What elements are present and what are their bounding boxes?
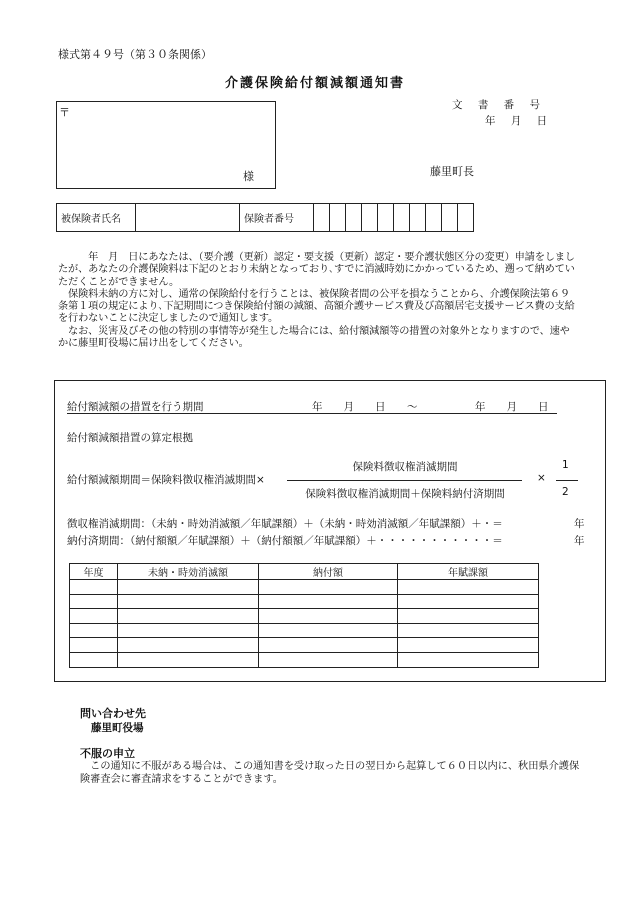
year-unit: 年 (574, 535, 585, 547)
reduction-period-label: 給付額減額の措置を行う期間 (67, 401, 204, 413)
insurer-number-digit (330, 204, 346, 232)
table-cell (70, 638, 118, 653)
insurer-number-digit (442, 204, 458, 232)
insurer-number-digit (410, 204, 426, 232)
insured-info-table (56, 203, 474, 232)
insured-name-field (136, 204, 240, 232)
table-cell (118, 638, 259, 653)
table-cell (70, 623, 118, 638)
table-cell (259, 652, 398, 667)
table-row (70, 609, 539, 624)
table-cell (398, 594, 539, 609)
paid-period-equation: 納付済期間：（納付額額／年賦課額）＋（納付額額／年賦課額）＋・・・・・・・・・・・＝ (67, 535, 503, 547)
insurer-number-digit (362, 204, 378, 232)
insurer-number-digit (378, 204, 394, 232)
table-cell (118, 594, 259, 609)
insurer-number-digit (314, 204, 330, 232)
year-unit: 年 (574, 518, 585, 530)
half-denominator: 2 (562, 486, 569, 498)
period-start-date: 年 月 日 (312, 401, 386, 413)
objection-text: この通知に不服がある場合は、この通知書を受け取った日の翌日から起算して６０日以内に、秋田県介護保険審査会に審査請求をすることができます。 (80, 761, 580, 785)
column-header: 年賦課額 (398, 564, 539, 580)
sender-name: 藤里町長 (430, 165, 474, 178)
column-header: 年度 (70, 564, 118, 580)
period-end-date: 年 月 日 (475, 401, 549, 413)
column-header: 未納・時効消滅額 (118, 564, 259, 580)
period-tilde: ～ (407, 401, 418, 413)
half-fraction-line (556, 480, 578, 481)
table-cell (70, 594, 118, 609)
table-cell (118, 623, 259, 638)
table-cell (70, 580, 118, 595)
table-row (70, 580, 539, 595)
insurer-number-digit (346, 204, 362, 232)
yearly-amount-table (69, 563, 539, 668)
insured-name-label: 被保険者氏名 (57, 204, 136, 232)
table-cell (259, 580, 398, 595)
table-cell (398, 623, 539, 638)
notice-paragraph: なお、災害及びその他の特別の事情等が発生した場合には、給付額減額等の措置の対象外となりますので、速やかに藤里町役場に届け出をしてください。 (58, 325, 570, 350)
yearly-amount-rows (70, 580, 539, 668)
notice-paragraph: 年 月 日にあなたは、（要介護（更新）認定・要支援（更新）認定・要介護状態区分の変更）申請をしましたが、あなたの介護保険料は下記のとおり未納となっており､すでに消滅時効にかかっているため、遡って納めていただくことができません。 (58, 252, 575, 288)
fraction-line (287, 480, 522, 481)
table-cell (118, 652, 259, 667)
honorific: 様 (243, 170, 254, 183)
reduction-period-row (67, 399, 557, 414)
document-number-label: 文 書 番 号 (452, 99, 547, 111)
table-row (70, 652, 539, 667)
insurer-number-digit (394, 204, 410, 232)
table-cell (259, 623, 398, 638)
table-cell (259, 609, 398, 624)
extinct-period-equation: 徴収権消滅期間：（未納・時効消滅額／年賦課額）＋（未納・時効消滅額／年賦課額）＋・＝ (67, 518, 503, 530)
table-row (70, 623, 539, 638)
inquiry-heading: 問い合わせ先 (80, 707, 146, 720)
postal-mark: 〒 (59, 106, 70, 119)
table-cell (118, 580, 259, 595)
half-numerator: 1 (562, 459, 569, 471)
formula-times: × (537, 472, 546, 484)
table-row (70, 638, 539, 653)
table-cell (70, 609, 118, 624)
table-cell (70, 652, 118, 667)
table-cell (398, 580, 539, 595)
table-row (70, 594, 539, 609)
table-cell (259, 594, 398, 609)
table-cell (398, 638, 539, 653)
notice-paragraph: 保険料未納の方に対し、通常の保険給付を行うことは、被保険者間の公平を損なうことから、介護保険法第６９条第１項の規定により､下記期間につき保険給付額の減額、高額介護サービス費及び高額居宅支援サービス費の支給を行わないことに決定しましたので通知します。 (58, 288, 575, 325)
table-cell (259, 638, 398, 653)
insurer-number-label: 保険者番号 (240, 204, 314, 232)
table-cell (398, 609, 539, 624)
formula-left: 給付額減額期間＝保険料徴収権消滅期間× (67, 474, 265, 486)
table-cell (398, 652, 539, 667)
calculation-basis-label: 給付額減額措置の算定根拠 (67, 432, 193, 444)
document-date-label: 年 月 日 (485, 115, 554, 127)
formula-denominator: 保険料徴収権消滅期間＋保険料納付済期間 (305, 488, 505, 500)
formula-numerator: 保険料徴収権消滅期間 (352, 461, 458, 473)
inquiry-contact: 藤里町役場 (91, 722, 144, 734)
table-cell (118, 609, 259, 624)
insurer-number-digit (426, 204, 442, 232)
document-title: 介護保険給付額減額通知書 (224, 76, 405, 91)
objection-heading: 不服の申立 (80, 747, 135, 760)
column-header: 納付額 (259, 564, 398, 580)
notice-body (58, 252, 578, 350)
insurer-number-digit (458, 204, 474, 232)
form-number: 様式第４９号（第３０条関係） (58, 48, 212, 61)
